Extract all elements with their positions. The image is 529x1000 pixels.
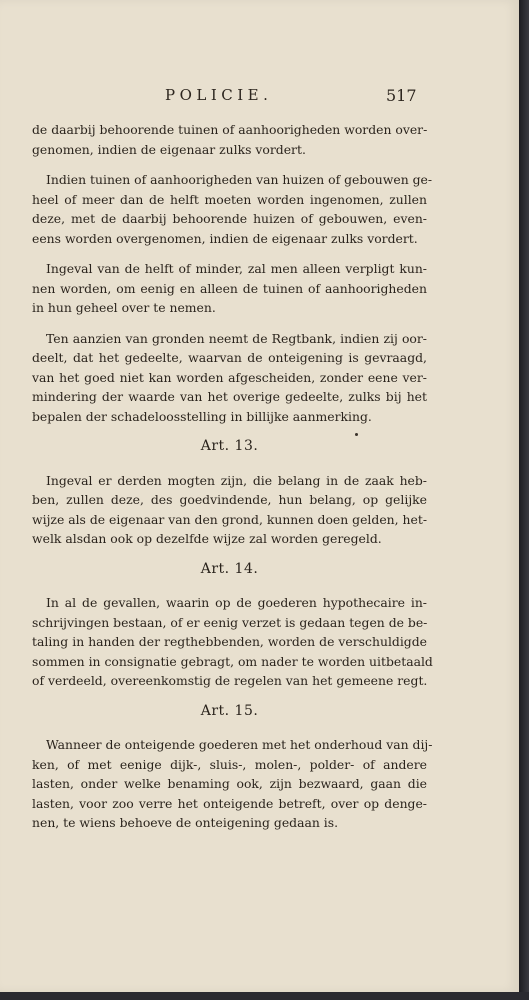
page-number: 517 [386, 86, 417, 105]
text-line: wijze als de eigenaar van den grond, kunnen doen gelden, het- [32, 511, 427, 527]
article-heading: Art. 15. [200, 702, 259, 719]
text-line: mindering der waarde van het overige gedeelte, zulks bij het [32, 389, 427, 404]
page-header [0, 86, 519, 110]
paragraph [32, 735, 433, 833]
paragraph [32, 170, 433, 248]
text-line: Ingeval van de helft of minder, zal men alleen verpligt kun- [46, 261, 427, 276]
page-edge-shadow [519, 0, 529, 1000]
text-line: of verdeeld, overeenkomstig de regelen van het gemeene regt. [32, 673, 428, 688]
paragraph [32, 329, 427, 427]
text-line: Ingeval er derden mogten zijn, die belang in de zaak heb- [46, 472, 427, 488]
paragraph [32, 259, 427, 318]
text-line: lasten, voor zoo verre het onteigende betreft, over op denge- [32, 795, 427, 811]
article-heading: Art. 13. [200, 438, 259, 454]
text-line: heel of meer dan de helft moeten worden ingenomen, zullen [32, 191, 427, 207]
text-line: bepalen der schadeloosstelling in billijke aanmerking. [32, 408, 372, 424]
text-line: eens worden overgenomen, indien de eigenaar zulks vordert. [32, 230, 418, 246]
text-line: deelt, dat het gedeelte, waarvan de onteigening is gevraagd, [32, 350, 427, 365]
text-line: lasten, onder welke benaming ook, zijn bezwaard, gaan die [32, 776, 427, 791]
page-bottom-shadow [0, 992, 529, 1000]
paragraph [32, 593, 433, 691]
text-line: schrijvingen bestaan, of er eenig verzet is gedaan tegen de be- [32, 614, 428, 630]
text-line: genomen, indien de eigenaar zulks vordert. [32, 141, 306, 157]
article-heading: Art. 14. [200, 560, 259, 577]
text-line: ben, zullen deze, des goedvindende, hun belang, op gelijke [32, 492, 427, 507]
text-line: Indien tuinen of aanhoorigheden van huizen of gebouwen ge- [46, 172, 433, 187]
text-line: sommen in consignatie gebragt, om nader te worden uitbetaald [32, 653, 433, 669]
ink-speck [355, 433, 358, 436]
body-text [32, 120, 433, 844]
text-line: deze, met de daarbij behoorende huizen of gebouwen, even- [32, 211, 427, 226]
running-head: POLICIE. [165, 86, 273, 104]
text-line: nen, te wiens behoeve de onteigening gedaan is. [32, 815, 339, 830]
text-line: de daarbij behoorende tuinen of aanhoorigheden worden over- [32, 122, 428, 137]
text-line: ken, of met eenige dijk-, sluis-, molen-, polder- of andere [32, 756, 427, 772]
text-line: Wanneer de onteigende goederen met het onderhoud van dij- [46, 737, 433, 752]
text-line: nen worden, om eenig en alleen de tuinen of aanhoorigheden [32, 280, 427, 296]
text-line: In al de gevallen, waarin op de goederen hypothecaire in- [46, 595, 427, 610]
text-line: taling in handen der regthebbenden, worden de verschuldigde [32, 634, 427, 649]
text-line: Ten aanzien van gronden neemt de Regtbank, indien zij oor- [46, 330, 427, 346]
paragraph [32, 471, 427, 549]
text-line: in hun geheel over te nemen. [32, 300, 216, 315]
text-line: van het goed niet kan worden afgescheiden, zonder eene ver- [32, 369, 427, 385]
text-line: welk alsdan ook op dezelfde wijze zal worden geregeld. [32, 531, 382, 546]
paragraph [32, 120, 427, 159]
